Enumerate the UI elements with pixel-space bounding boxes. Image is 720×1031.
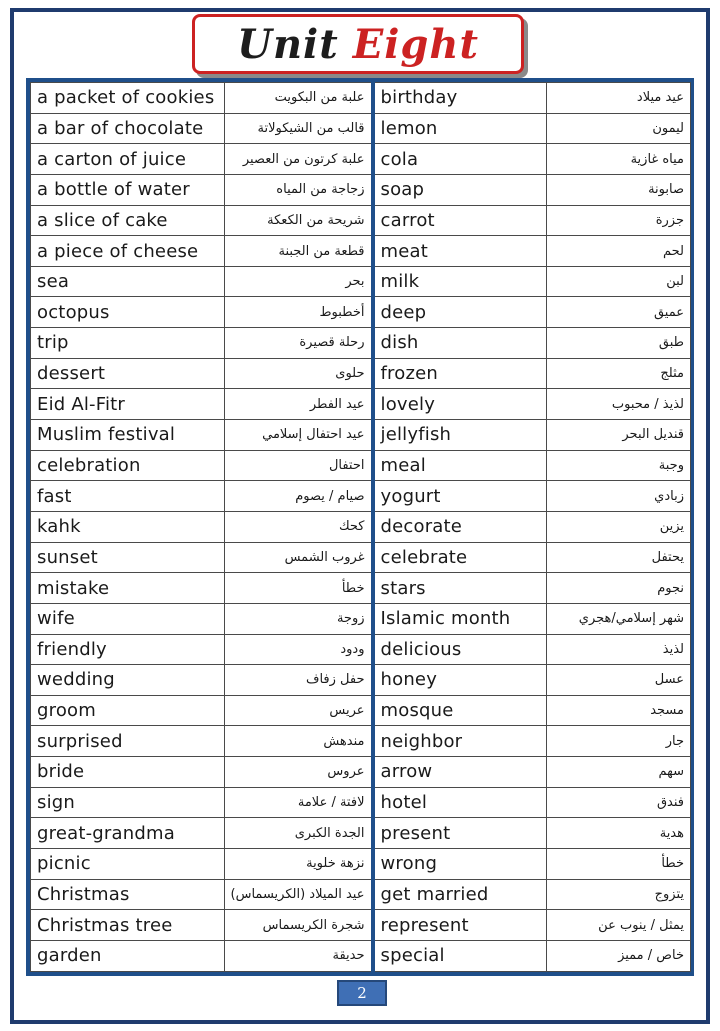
english-word-cell: meat (373, 236, 547, 267)
english-word-cell: soap (373, 174, 547, 205)
table-row (31, 420, 691, 451)
arabic-translation-cell: احتفال (225, 450, 373, 481)
english-word-cell: Eid Al-Fitr (31, 389, 225, 420)
arabic-translation-cell: أخطبوط (225, 297, 373, 328)
table-row (31, 818, 691, 849)
vocabulary-table-body (31, 83, 691, 972)
table-row (31, 603, 691, 634)
english-word-cell: wrong (373, 849, 547, 880)
english-word-cell: arrow (373, 757, 547, 788)
arabic-translation-cell: عروس (225, 757, 373, 788)
english-word-cell: friendly (31, 634, 225, 665)
english-word-cell: surprised (31, 726, 225, 757)
english-word-cell: sign (31, 787, 225, 818)
english-word-cell: groom (31, 695, 225, 726)
english-word-cell: trip (31, 328, 225, 359)
english-word-cell: a slice of cake (31, 205, 225, 236)
arabic-translation-cell: قطعة من الجبنة (225, 236, 373, 267)
vocabulary-table-frame (26, 78, 694, 976)
arabic-translation-cell: وجبة (547, 450, 691, 481)
arabic-translation-cell: سهم (547, 757, 691, 788)
english-word-cell: represent (373, 910, 547, 941)
arabic-translation-cell: يتزوج (547, 879, 691, 910)
table-row (31, 665, 691, 696)
english-word-cell: decorate (373, 511, 547, 542)
arabic-translation-cell: ليمون (547, 113, 691, 144)
english-word-cell: a carton of juice (31, 144, 225, 175)
arabic-translation-cell: نجوم (547, 573, 691, 604)
english-word-cell: octopus (31, 297, 225, 328)
english-word-cell: bride (31, 757, 225, 788)
table-row (31, 236, 691, 267)
arabic-translation-cell: علبة من البكويت (225, 83, 373, 114)
arabic-translation-cell: عميق (547, 297, 691, 328)
arabic-translation-cell: زجاجة من المياه (225, 174, 373, 205)
arabic-translation-cell: شهر إسلامي/هجري (547, 603, 691, 634)
english-word-cell: special (373, 940, 547, 971)
table-row (31, 940, 691, 971)
title-word-eight: Eight (352, 20, 479, 68)
english-word-cell: celebrate (373, 542, 547, 573)
table-row (31, 328, 691, 359)
english-word-cell: mistake (31, 573, 225, 604)
table-row (31, 481, 691, 512)
english-word-cell: neighbor (373, 726, 547, 757)
english-word-cell: sea (31, 266, 225, 297)
english-word-cell: milk (373, 266, 547, 297)
english-word-cell: Christmas (31, 879, 225, 910)
english-word-cell: a bottle of water (31, 174, 225, 205)
arabic-translation-cell: عيد الفطر (225, 389, 373, 420)
english-word-cell: deep (373, 297, 547, 328)
vocabulary-table (30, 82, 691, 972)
arabic-translation-cell: صيام / يصوم (225, 481, 373, 512)
arabic-translation-cell: مندهش (225, 726, 373, 757)
arabic-translation-cell: لذيذ / محبوب (547, 389, 691, 420)
english-word-cell: wedding (31, 665, 225, 696)
english-word-cell: celebration (31, 450, 225, 481)
arabic-translation-cell: عيد الميلاد (الكريسماس) (225, 879, 373, 910)
arabic-translation-cell: مياه غازية (547, 144, 691, 175)
arabic-translation-cell: علبة كرتون من العصير (225, 144, 373, 175)
table-row (31, 358, 691, 389)
english-word-cell: hotel (373, 787, 547, 818)
arabic-translation-cell: خطأ (547, 849, 691, 880)
arabic-translation-cell: زوجة (225, 603, 373, 634)
table-row (31, 695, 691, 726)
arabic-translation-cell: حلوى (225, 358, 373, 389)
arabic-translation-cell: عريس (225, 695, 373, 726)
english-word-cell: Muslim festival (31, 420, 225, 451)
table-row (31, 174, 691, 205)
english-word-cell: jellyfish (373, 420, 547, 451)
arabic-translation-cell: طبق (547, 328, 691, 359)
table-row (31, 83, 691, 114)
arabic-translation-cell: شريحة من الكعكة (225, 205, 373, 236)
arabic-translation-cell: مسجد (547, 695, 691, 726)
english-word-cell: Islamic month (373, 603, 547, 634)
arabic-translation-cell: رحلة قصيرة (225, 328, 373, 359)
arabic-translation-cell: غروب الشمس (225, 542, 373, 573)
arabic-translation-cell: عيد احتفال إسلامي (225, 420, 373, 451)
english-word-cell: sunset (31, 542, 225, 573)
table-row (31, 787, 691, 818)
table-row (31, 542, 691, 573)
arabic-translation-cell: جزرة (547, 205, 691, 236)
english-word-cell: mosque (373, 695, 547, 726)
arabic-translation-cell: لحم (547, 236, 691, 267)
arabic-translation-cell: حفل زفاف (225, 665, 373, 696)
arabic-translation-cell: ودود (225, 634, 373, 665)
arabic-translation-cell: يزين (547, 511, 691, 542)
english-word-cell: lemon (373, 113, 547, 144)
arabic-translation-cell: كحك (225, 511, 373, 542)
arabic-translation-cell: خاص / مميز (547, 940, 691, 971)
table-row (31, 144, 691, 175)
english-word-cell: a bar of chocolate (31, 113, 225, 144)
unit-title (192, 14, 524, 74)
arabic-translation-cell: بحر (225, 266, 373, 297)
arabic-translation-cell: قنديل البحر (547, 420, 691, 451)
table-row (31, 757, 691, 788)
arabic-translation-cell: لافتة / علامة (225, 787, 373, 818)
english-word-cell: present (373, 818, 547, 849)
table-row (31, 726, 691, 757)
table-row (31, 849, 691, 880)
table-row (31, 266, 691, 297)
table-row (31, 879, 691, 910)
arabic-translation-cell: خطأ (225, 573, 373, 604)
english-word-cell: frozen (373, 358, 547, 389)
english-word-cell: honey (373, 665, 547, 696)
english-word-cell: picnic (31, 849, 225, 880)
english-word-cell: cola (373, 144, 547, 175)
english-word-cell: carrot (373, 205, 547, 236)
arabic-translation-cell: صابونة (547, 174, 691, 205)
table-row (31, 573, 691, 604)
arabic-translation-cell: لذيذ (547, 634, 691, 665)
english-word-cell: yogurt (373, 481, 547, 512)
english-word-cell: fast (31, 481, 225, 512)
page-number-badge: 2 (337, 980, 387, 1006)
english-word-cell: kahk (31, 511, 225, 542)
arabic-translation-cell: عسل (547, 665, 691, 696)
arabic-translation-cell: يحتفل (547, 542, 691, 573)
arabic-translation-cell: يمثل / ينوب عن (547, 910, 691, 941)
english-word-cell: a packet of cookies (31, 83, 225, 114)
english-word-cell: Christmas tree (31, 910, 225, 941)
english-word-cell: get married (373, 879, 547, 910)
arabic-translation-cell: نزهة خلوية (225, 849, 373, 880)
arabic-translation-cell: حديقة (225, 940, 373, 971)
english-word-cell: birthday (373, 83, 547, 114)
arabic-translation-cell: لبن (547, 266, 691, 297)
table-row (31, 910, 691, 941)
arabic-translation-cell: شجرة الكريسماس (225, 910, 373, 941)
table-row (31, 297, 691, 328)
english-word-cell: meal (373, 450, 547, 481)
table-row (31, 205, 691, 236)
table-row (31, 634, 691, 665)
english-word-cell: a piece of cheese (31, 236, 225, 267)
english-word-cell: great-grandma (31, 818, 225, 849)
arabic-translation-cell: قالب من الشيكولاتة (225, 113, 373, 144)
arabic-translation-cell: الجدة الكبرى (225, 818, 373, 849)
table-row (31, 450, 691, 481)
arabic-translation-cell: مثلج (547, 358, 691, 389)
arabic-translation-cell: زبادي (547, 481, 691, 512)
english-word-cell: dessert (31, 358, 225, 389)
arabic-translation-cell: فندق (547, 787, 691, 818)
english-word-cell: lovely (373, 389, 547, 420)
table-row (31, 511, 691, 542)
arabic-translation-cell: عيد ميلاد (547, 83, 691, 114)
english-word-cell: dish (373, 328, 547, 359)
table-row (31, 389, 691, 420)
english-word-cell: garden (31, 940, 225, 971)
title-word-unit: Unit (237, 20, 339, 68)
arabic-translation-cell: هدية (547, 818, 691, 849)
english-word-cell: stars (373, 573, 547, 604)
table-row (31, 113, 691, 144)
arabic-translation-cell: جار (547, 726, 691, 757)
english-word-cell: delicious (373, 634, 547, 665)
english-word-cell: wife (31, 603, 225, 634)
